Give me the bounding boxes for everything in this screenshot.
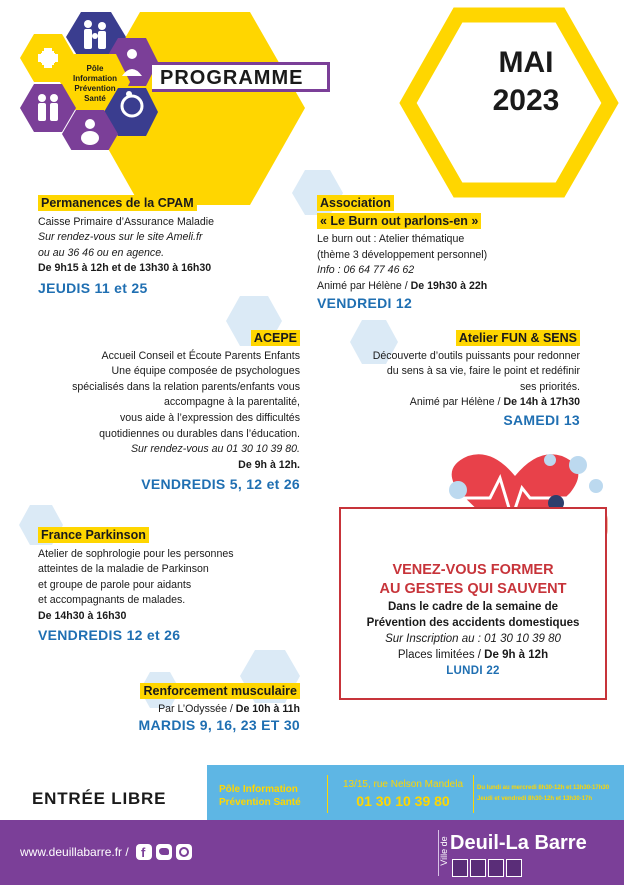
funsens-line: ses priorités.	[519, 380, 580, 393]
programme-title: PROGRAMME	[160, 67, 304, 89]
ville-de: Ville de	[439, 836, 449, 866]
cpam-date: JEUDIS 11 et 25	[38, 279, 148, 296]
gestes-places: Places limitées /	[397, 649, 485, 661]
burnout-info: Info : 06 64 77 46 62	[317, 264, 415, 277]
info-phone: 01 30 10 39 80	[356, 793, 450, 809]
programme-banner	[152, 62, 330, 92]
gestes-box	[339, 507, 607, 700]
twitter-icon[interactable]	[156, 844, 172, 860]
city-crest	[452, 859, 522, 877]
burnout-title	[317, 195, 394, 211]
divider	[473, 775, 474, 813]
burnout-line: Le burn out : Atelier thématique	[317, 233, 465, 246]
acepe-line: vous aide à l’expression des difficultés	[119, 411, 300, 424]
info-address: 13/15, rue Nelson Mandela	[342, 779, 464, 790]
renfo-section	[80, 683, 300, 734]
info-hours-line1: Du lundi au mercredi 8h30-12h et 13h30-17h30	[477, 785, 610, 791]
parkinson-section	[38, 527, 308, 643]
gestes-date: LUNDI 22	[446, 665, 500, 677]
parkinson-title: France Parkinson	[38, 527, 149, 543]
acepe-title: ACEPE	[251, 330, 300, 346]
parkinson-line: et accompagnants de malades.	[38, 594, 186, 607]
gestes-line	[341, 647, 605, 663]
acepe-line: Une équipe composée de psychologues	[111, 365, 300, 378]
website-link[interactable]: www.deuillabarre.fr /	[20, 845, 133, 859]
info-bar	[207, 765, 624, 821]
acepe-line: accompagne à la parentalité,	[163, 396, 300, 409]
info-hours-line2: Jeudi et vendredi 8h30-12h et 13h30-17h	[477, 796, 593, 802]
gestes-phone: Sur Inscription au : 01 30 10 39 80	[385, 633, 561, 645]
logo-text: Pôle Information Prévention Santé	[73, 64, 117, 103]
info-pole-line2: Prévention Santé	[219, 797, 301, 808]
gestes-title-2: AU GESTES QUI SAUVENT	[379, 581, 567, 597]
city-name: Deuil-La Barre	[450, 832, 587, 854]
bottom-bar	[0, 820, 624, 885]
burnout-title-line2: « Le Burn out parlons-en »	[317, 213, 481, 229]
gestes-line: Prévention des accidents domestiques	[366, 617, 580, 629]
funsens-line	[330, 395, 580, 411]
acepe-line: quotidiennes ou durables dans l’éducation.	[99, 427, 300, 440]
funsens-section	[330, 330, 580, 429]
instagram-icon[interactable]	[176, 844, 192, 860]
info-hours	[477, 783, 623, 805]
renfo-hours: De 10h à 11h	[235, 702, 300, 715]
cpam-line: Caisse Primaire d’Assurance Maladie	[38, 215, 215, 228]
facebook-icon[interactable]: f	[136, 844, 152, 860]
acepe-line: Accueil Conseil et Écoute Parents Enfants	[101, 349, 300, 362]
burnout-date: VENDREDI 12	[317, 294, 413, 311]
cpam-hours: De 9h15 à 12h et de 13h30 à 16h30	[38, 262, 212, 275]
parkinson-hours: De 14h30 à 16h30	[38, 609, 127, 622]
info-pole-line1: Pôle Information	[219, 784, 298, 795]
cpam-title: Permanences de la CPAM	[38, 195, 197, 211]
acepe-hours: De 9h à 12h.	[238, 458, 300, 471]
website-row	[20, 844, 192, 860]
parkinson-line: Atelier de sophrologie pour les personnes	[38, 547, 234, 560]
medical-icon	[544, 454, 556, 466]
burnout-line	[317, 279, 577, 295]
burnout-title-line1: Association	[320, 196, 391, 210]
funsens-line: Découverte d’outils puissants pour redonner	[372, 349, 580, 362]
info-pole	[219, 783, 324, 809]
funsens-animator: Animé par Hélène /	[409, 396, 504, 409]
medical-icon	[449, 481, 467, 499]
gestes-hours: De 9h à 12h	[484, 649, 549, 661]
month: MAI	[498, 46, 554, 79]
funsens-hours: De 14h à 17h30	[503, 396, 580, 409]
cpam-line: Sur rendez-vous sur le site Ameli.fr	[38, 231, 203, 244]
entree-libre: ENTRÉE LIBRE	[32, 789, 167, 808]
renfo-line	[80, 702, 300, 718]
gestes-line: Dans le cadre de la semaine de	[387, 601, 559, 613]
date-heading	[470, 44, 582, 120]
cpam-line: ou au 36 46 ou en agence.	[38, 246, 165, 259]
burnout-hours: De 19h30 à 22h	[410, 279, 488, 292]
burnout-line: (thème 3 développement personnel)	[317, 248, 488, 261]
parkinson-line: atteintes de la maladie de Parkinson	[38, 563, 209, 576]
funsens-title: Atelier FUN & SENS	[456, 330, 580, 346]
logo	[18, 10, 158, 150]
parkinson-line: et groupe de parole pour aidants	[38, 578, 192, 591]
acepe-date: VENDREDIS 5, 12 et 26	[141, 476, 300, 493]
cpam-section	[38, 195, 288, 297]
funsens-date: SAMEDI 13	[503, 411, 580, 428]
burnout-animator: Animé par Hélène /	[317, 279, 411, 292]
gestes-title: VENEZ-VOUS FORMER	[392, 562, 554, 578]
acepe-section	[40, 330, 300, 493]
funsens-line: du sens à sa vie, faire le point et redéfinir	[386, 365, 580, 378]
divider	[327, 775, 328, 813]
burnout-section	[317, 195, 577, 311]
medical-icon	[589, 479, 603, 493]
acepe-line: spécialisés dans la relation parents/enfants vous	[72, 380, 300, 393]
year: 2023	[492, 84, 560, 117]
renfo-title: Renforcement musculaire	[140, 683, 300, 699]
parkinson-date: VENDREDIS 12 et 26	[38, 626, 181, 643]
renfo-date: MARDIS 9, 16, 23 ET 30	[138, 717, 300, 734]
acepe-phone: Sur rendez-vous au 01 30 10 39 80.	[130, 443, 300, 456]
info-address-block	[335, 778, 471, 810]
renfo-place: Par L’Odyssée /	[158, 702, 236, 715]
medical-icon	[569, 456, 587, 474]
